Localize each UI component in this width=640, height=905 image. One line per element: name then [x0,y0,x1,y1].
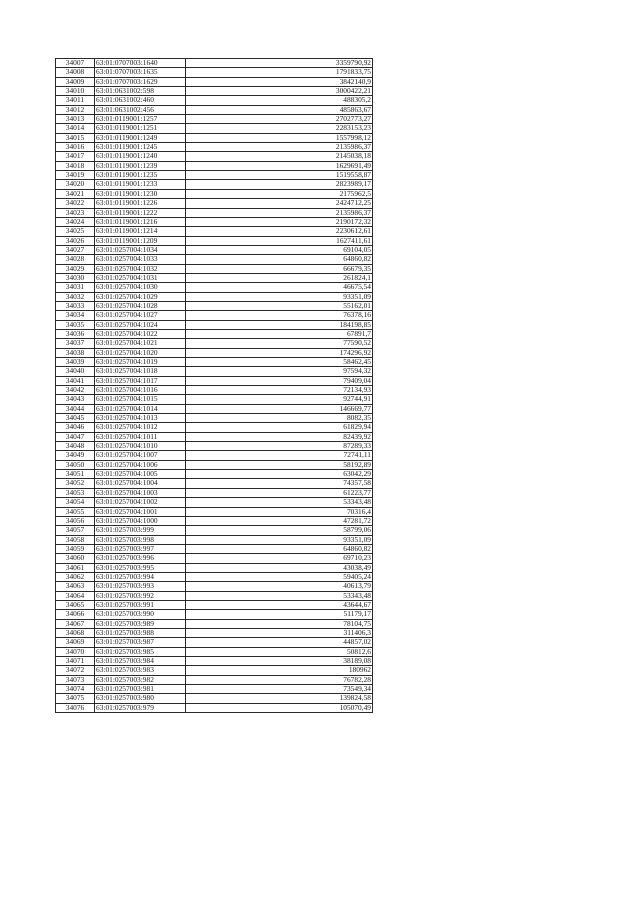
table-row [56,694,373,703]
table-row [56,161,373,170]
value-cell: 1629691,49 [186,161,373,170]
row-number-cell: 34030 [56,273,95,282]
row-number-cell: 34069 [56,638,95,647]
value-cell: 488305,2 [186,96,373,105]
row-number-cell: 34033 [56,301,95,310]
cadastral-number-cell: 63:01:0257003:999 [95,526,186,535]
row-number-cell: 34066 [56,610,95,619]
value-cell: 43038,49 [186,563,373,572]
row-number-cell: 34057 [56,526,95,535]
value-cell: 2175962,5 [186,189,373,198]
cadastral-number-cell: 63:01:0257004:1006 [95,460,186,469]
cadastral-number-cell: 63:01:0257004:1031 [95,273,186,282]
cadastral-number-cell: 63:01:0119001:1222 [95,208,186,217]
table-row [56,479,373,488]
row-number-cell: 34039 [56,358,95,367]
table-row [56,423,373,432]
row-number-cell: 34065 [56,600,95,609]
row-number-cell: 34043 [56,395,95,404]
table-row [56,124,373,133]
value-cell: 311406,3 [186,628,373,637]
cadastral-number-cell: 63:01:0257004:1003 [95,488,186,497]
cadastral-number-cell: 63:01:0257004:1024 [95,320,186,329]
table-row [56,245,373,254]
value-cell: 46675,54 [186,283,373,292]
row-number-cell: 34038 [56,348,95,357]
table-row [56,703,373,712]
value-cell: 66679,35 [186,264,373,273]
table-row [56,572,373,581]
value-cell: 79409,04 [186,376,373,385]
table-row [56,227,373,236]
value-cell: 3359790,92 [186,59,373,68]
value-cell: 64860,82 [186,255,373,264]
value-cell: 93351,09 [186,535,373,544]
row-number-cell: 34046 [56,423,95,432]
value-cell: 77590,52 [186,339,373,348]
value-cell: 485863,67 [186,105,373,114]
row-number-cell: 34013 [56,115,95,124]
table-row [56,283,373,292]
table-row [56,498,373,507]
cadastral-number-cell: 63:01:0257004:1030 [95,283,186,292]
cadastral-value-table [55,58,373,713]
cadastral-number-cell: 63:01:0119001:1257 [95,115,186,124]
cadastral-number-cell: 63:01:0257003:995 [95,563,186,572]
value-cell: 105070,49 [186,703,373,712]
value-cell: 50812,6 [186,647,373,656]
row-number-cell: 34055 [56,507,95,516]
table-row [56,292,373,301]
row-number-cell: 34053 [56,488,95,497]
table-row [56,358,373,367]
row-number-cell: 34060 [56,554,95,563]
value-cell: 2424712,25 [186,199,373,208]
value-cell: 1557998,12 [186,133,373,142]
cadastral-number-cell: 63:01:0257003:990 [95,610,186,619]
cadastral-number-cell: 63:01:0257004:1032 [95,264,186,273]
value-cell: 63042,29 [186,470,373,479]
table-row [56,208,373,217]
cadastral-number-cell: 63:01:0257004:1021 [95,339,186,348]
cadastral-number-cell: 63:01:0257004:1010 [95,442,186,451]
value-cell: 184198,85 [186,320,373,329]
table-row [56,563,373,572]
table-row [56,199,373,208]
value-cell: 58192,89 [186,460,373,469]
value-cell: 97594,32 [186,367,373,376]
cadastral-number-cell: 63:01:0119001:1209 [95,236,186,245]
row-number-cell: 34051 [56,470,95,479]
value-cell: 146669,77 [186,404,373,413]
cadastral-number-cell: 63:01:0257004:1028 [95,301,186,310]
table-row [56,348,373,357]
cadastral-number-cell: 63:01:0257003:996 [95,554,186,563]
row-number-cell: 34044 [56,404,95,413]
row-number-cell: 34024 [56,217,95,226]
value-cell: 261824,1 [186,273,373,282]
cadastral-number-cell: 63:01:0257004:1016 [95,386,186,395]
row-number-cell: 34025 [56,227,95,236]
cadastral-number-cell: 63:01:0631002:460 [95,96,186,105]
row-number-cell: 34064 [56,591,95,600]
table-row [56,666,373,675]
cadastral-number-cell: 63:01:0257004:1020 [95,348,186,357]
table-row [56,638,373,647]
value-cell: 74357,58 [186,479,373,488]
row-number-cell: 34027 [56,245,95,254]
row-number-cell: 34018 [56,161,95,170]
table-row [56,488,373,497]
row-number-cell: 34012 [56,105,95,114]
table-row [56,610,373,619]
cadastral-number-cell: 63:01:0707003:1635 [95,68,186,77]
value-cell: 139824,58 [186,694,373,703]
cadastral-number-cell: 63:01:0257004:1017 [95,376,186,385]
row-number-cell: 34010 [56,87,95,96]
row-number-cell: 34045 [56,414,95,423]
cadastral-number-cell: 63:01:0257004:1000 [95,516,186,525]
table-row [56,339,373,348]
cadastral-number-cell: 63:01:0257003:983 [95,666,186,675]
row-number-cell: 34008 [56,68,95,77]
table-row [56,470,373,479]
table-row [56,236,373,245]
row-number-cell: 34036 [56,329,95,338]
table-row [56,535,373,544]
row-number-cell: 34074 [56,685,95,694]
cadastral-number-cell: 63:01:0257003:980 [95,694,186,703]
value-cell: 2190172,32 [186,217,373,226]
row-number-cell: 34054 [56,498,95,507]
row-number-cell: 34035 [56,320,95,329]
value-cell: 55162,01 [186,301,373,310]
table-row [56,685,373,694]
table-row [56,152,373,161]
cadastral-number-cell: 63:01:0119001:1230 [95,189,186,198]
row-number-cell: 34056 [56,516,95,525]
row-number-cell: 34021 [56,189,95,198]
row-number-cell: 34047 [56,432,95,441]
row-number-cell: 34040 [56,367,95,376]
table-row [56,59,373,68]
table-row [56,526,373,535]
cadastral-number-cell: 63:01:0119001:1249 [95,133,186,142]
cadastral-number-cell: 63:01:0119001:1235 [95,171,186,180]
value-cell: 78104,75 [186,619,373,628]
row-number-cell: 34049 [56,451,95,460]
cadastral-number-cell: 63:01:0257004:1001 [95,507,186,516]
value-cell: 53343,48 [186,498,373,507]
value-cell: 70316,4 [186,507,373,516]
table-row [56,582,373,591]
table-row [56,320,373,329]
cadastral-number-cell: 63:01:0257003:989 [95,619,186,628]
value-cell: 58462,45 [186,358,373,367]
table-row [56,657,373,666]
cadastral-number-cell: 63:01:0119001:1214 [95,227,186,236]
cadastral-number-cell: 63:01:0119001:1239 [95,161,186,170]
value-cell: 44857,02 [186,638,373,647]
table-row [56,432,373,441]
value-cell: 3842140,9 [186,77,373,86]
cadastral-number-cell: 63:01:0119001:1251 [95,124,186,133]
row-number-cell: 34076 [56,703,95,712]
cadastral-number-cell: 63:01:0257003:992 [95,591,186,600]
row-number-cell: 34041 [56,376,95,385]
cadastral-number-cell: 63:01:0257003:985 [95,647,186,656]
cadastral-number-cell: 63:01:0257003:991 [95,600,186,609]
table-row [56,171,373,180]
row-number-cell: 34063 [56,582,95,591]
row-number-cell: 34070 [56,647,95,656]
cadastral-number-cell: 63:01:0257004:1005 [95,470,186,479]
cadastral-number-cell: 63:01:0631002:456 [95,105,186,114]
row-number-cell: 34037 [56,339,95,348]
value-cell: 61829,94 [186,423,373,432]
cadastral-number-cell: 63:01:0257004:1011 [95,432,186,441]
cadastral-number-cell: 63:01:0257004:1029 [95,292,186,301]
value-cell: 59405,24 [186,572,373,581]
value-cell: 2135986,37 [186,208,373,217]
row-number-cell: 34062 [56,572,95,581]
row-number-cell: 34028 [56,255,95,264]
row-number-cell: 34009 [56,77,95,86]
table-row [56,133,373,142]
value-cell: 72741,11 [186,451,373,460]
row-number-cell: 34075 [56,694,95,703]
table-row [56,77,373,86]
table-row [56,507,373,516]
value-cell: 82439,92 [186,432,373,441]
table-row [56,367,373,376]
value-cell: 43644,67 [186,600,373,609]
value-cell: 51179,17 [186,610,373,619]
cadastral-number-cell: 63:01:0257004:1013 [95,414,186,423]
table-row [56,591,373,600]
cadastral-number-cell: 63:01:0257003:988 [95,628,186,637]
cadastral-number-cell: 63:01:0257004:1002 [95,498,186,507]
cadastral-number-cell: 63:01:0119001:1216 [95,217,186,226]
cadastral-number-cell: 63:01:0119001:1245 [95,143,186,152]
table-row [56,451,373,460]
table-row [56,628,373,637]
cadastral-number-cell: 63:01:0257004:1027 [95,311,186,320]
cadastral-number-cell: 63:01:0257003:997 [95,544,186,553]
row-number-cell: 34016 [56,143,95,152]
value-cell: 8082,35 [186,414,373,423]
row-number-cell: 34048 [56,442,95,451]
value-cell: 2702773,27 [186,115,373,124]
table-row [56,554,373,563]
value-cell: 1627411,61 [186,236,373,245]
cadastral-number-cell: 63:01:0257004:1034 [95,245,186,254]
table-row [56,115,373,124]
table-row [56,386,373,395]
cadastral-number-cell: 63:01:0257003:984 [95,657,186,666]
value-cell: 1519558,87 [186,171,373,180]
row-number-cell: 34031 [56,283,95,292]
value-cell: 2230612,61 [186,227,373,236]
cadastral-number-cell: 63:01:0257004:1015 [95,395,186,404]
row-number-cell: 34050 [56,460,95,469]
row-number-cell: 34007 [56,59,95,68]
table-body [56,59,373,713]
cadastral-number-cell: 63:01:0119001:1240 [95,152,186,161]
row-number-cell: 34017 [56,152,95,161]
row-number-cell: 34029 [56,264,95,273]
table-row [56,376,373,385]
cadastral-number-cell: 63:01:0257003:982 [95,675,186,684]
value-cell: 2283153,23 [186,124,373,133]
table-row [56,301,373,310]
cadastral-number-cell: 63:01:0257004:1033 [95,255,186,264]
table-row [56,600,373,609]
table-row [56,544,373,553]
value-cell: 69104,05 [186,245,373,254]
value-cell: 3000422,21 [186,87,373,96]
value-cell: 69710,23 [186,554,373,563]
row-number-cell: 34014 [56,124,95,133]
row-number-cell: 34011 [56,96,95,105]
cadastral-number-cell: 63:01:0257004:1019 [95,358,186,367]
table-row [56,329,373,338]
cadastral-number-cell: 63:01:0257003:994 [95,572,186,581]
cadastral-number-cell: 63:01:0257004:1014 [95,404,186,413]
cadastral-number-cell: 63:01:0707003:1629 [95,77,186,86]
cadastral-number-cell: 63:01:0257004:1004 [95,479,186,488]
row-number-cell: 34032 [56,292,95,301]
row-number-cell: 34067 [56,619,95,628]
cadastral-number-cell: 63:01:0631002:598 [95,87,186,96]
row-number-cell: 34061 [56,563,95,572]
table-row [56,460,373,469]
cadastral-number-cell: 63:01:0257003:987 [95,638,186,647]
value-cell: 76378,16 [186,311,373,320]
row-number-cell: 34068 [56,628,95,637]
value-cell: 67891,7 [186,329,373,338]
table-row [56,675,373,684]
row-number-cell: 34034 [56,311,95,320]
row-number-cell: 34042 [56,386,95,395]
row-number-cell: 34052 [56,479,95,488]
value-cell: 92744,91 [186,395,373,404]
cadastral-number-cell: 63:01:0257003:993 [95,582,186,591]
row-number-cell: 34019 [56,171,95,180]
row-number-cell: 34058 [56,535,95,544]
table-row [56,619,373,628]
value-cell: 76782,28 [186,675,373,684]
cadastral-number-cell: 63:01:0257003:981 [95,685,186,694]
value-cell: 87289,33 [186,442,373,451]
row-number-cell: 34072 [56,666,95,675]
table-row [56,414,373,423]
table-row [56,143,373,152]
cadastral-number-cell: 63:01:0257004:1012 [95,423,186,432]
value-cell: 53343,48 [186,591,373,600]
row-number-cell: 34020 [56,180,95,189]
cadastral-number-cell: 63:01:0257004:1022 [95,329,186,338]
table-row [56,311,373,320]
row-number-cell: 34022 [56,199,95,208]
table-row [56,96,373,105]
value-cell: 180962 [186,666,373,675]
table-row [56,189,373,198]
table-row [56,442,373,451]
table-row [56,105,373,114]
value-cell: 2145038,18 [186,152,373,161]
table-row [56,395,373,404]
table-row [56,68,373,77]
table-row [56,217,373,226]
table-row [56,87,373,96]
cadastral-number-cell: 63:01:0257003:998 [95,535,186,544]
table-row [56,180,373,189]
value-cell: 174296,92 [186,348,373,357]
value-cell: 73549,34 [186,685,373,694]
value-cell: 2135986,37 [186,143,373,152]
value-cell: 38189,08 [186,657,373,666]
value-cell: 40613,79 [186,582,373,591]
row-number-cell: 34059 [56,544,95,553]
row-number-cell: 34026 [56,236,95,245]
table-row [56,264,373,273]
value-cell: 72134,93 [186,386,373,395]
value-cell: 1791833,75 [186,68,373,77]
value-cell: 2823989,17 [186,180,373,189]
row-number-cell: 34023 [56,208,95,217]
row-number-cell: 34073 [56,675,95,684]
table-row [56,273,373,282]
row-number-cell: 34071 [56,657,95,666]
table-row [56,516,373,525]
cadastral-number-cell: 63:01:0707003:1640 [95,59,186,68]
cadastral-number-cell: 63:01:0257004:1018 [95,367,186,376]
value-cell: 47281,72 [186,516,373,525]
cadastral-number-cell: 63:01:0119001:1233 [95,180,186,189]
cadastral-number-cell: 63:01:0257003:979 [95,703,186,712]
cadastral-number-cell: 63:01:0119001:1226 [95,199,186,208]
value-cell: 61223,77 [186,488,373,497]
table-row [56,647,373,656]
table-row [56,255,373,264]
value-cell: 93351,09 [186,292,373,301]
value-cell: 64860,82 [186,544,373,553]
value-cell: 58799,06 [186,526,373,535]
cadastral-number-cell: 63:01:0257004:1007 [95,451,186,460]
row-number-cell: 34015 [56,133,95,142]
table-row [56,404,373,413]
